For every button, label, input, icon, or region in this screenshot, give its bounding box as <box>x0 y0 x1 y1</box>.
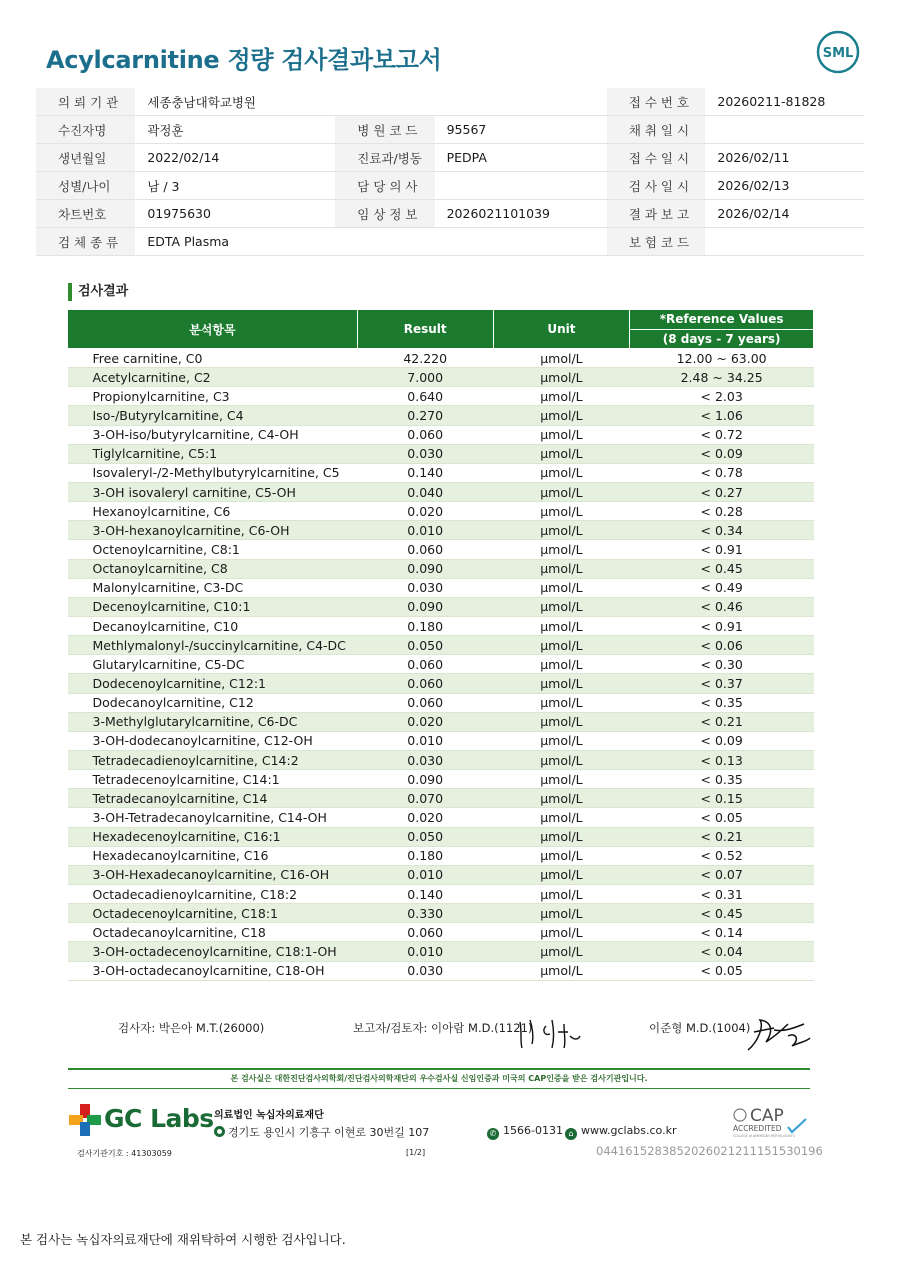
info-value: 01975630 <box>135 200 335 228</box>
reference-range: < 0.37 <box>630 674 814 693</box>
checkmark-icon <box>788 1119 806 1132</box>
result-unit: μmol/L <box>493 904 630 923</box>
results-table <box>67 309 814 981</box>
reference-range: < 0.05 <box>630 808 814 827</box>
result-row <box>68 444 814 463</box>
gc-labs-brand: GC Labs <box>104 1104 214 1133</box>
info-label: 결 과 보 고 <box>607 200 706 228</box>
info-value: 2026/02/14 <box>705 200 864 228</box>
info-label: 접 수 일 시 <box>607 144 706 172</box>
result-value: 42.220 <box>357 349 493 368</box>
result-value: 0.180 <box>357 846 493 865</box>
sml-logo-icon <box>816 30 860 74</box>
info-value: 2026021101039 <box>435 200 607 228</box>
result-unit: μmol/L <box>493 923 630 942</box>
reporter-signature-label: 보고자/검토자: 이아람 M.D.(1121) <box>353 1021 533 1035</box>
patient-info-table <box>36 88 864 256</box>
result-unit: μmol/L <box>493 693 630 712</box>
cap-seal-icon <box>734 1109 746 1121</box>
result-unit: μmol/L <box>493 808 630 827</box>
analyte-name: Dodecenoylcarnitine, C12:1 <box>68 674 358 693</box>
result-unit: μmol/L <box>493 425 630 444</box>
foundation-name: 의료법인 녹십자의료재단 <box>214 1110 324 1121</box>
info-value: 곽정훈 <box>135 116 335 144</box>
analyte-name: Tetradecenoylcarnitine, C14:1 <box>68 770 358 789</box>
analyte-name: Tetradecadienoylcarnitine, C14:2 <box>68 750 358 769</box>
website: ⌂ www.gclabs.co.kr <box>565 1124 677 1140</box>
header-analyte: 분석항목 <box>68 310 358 349</box>
info-label: 보 험 코 드 <box>607 228 706 256</box>
result-value: 0.030 <box>357 750 493 769</box>
reference-range: < 0.28 <box>630 502 814 521</box>
result-unit: μmol/L <box>493 712 630 731</box>
info-value: 남 / 3 <box>135 172 335 200</box>
page-number: [1/2] <box>406 1148 426 1157</box>
reference-range: < 0.49 <box>630 578 814 597</box>
reference-range: 12.00 ~ 63.00 <box>630 349 814 368</box>
info-value: 2026/02/13 <box>705 172 864 200</box>
result-value: 0.270 <box>357 406 493 425</box>
svg-text:CAP: CAP <box>750 1106 784 1126</box>
result-unit: μmol/L <box>493 865 630 884</box>
result-unit: μmol/L <box>493 961 630 980</box>
result-value: 0.140 <box>357 463 493 482</box>
phone-icon: ✆ <box>487 1128 499 1140</box>
result-unit: μmol/L <box>493 406 630 425</box>
analyte-name: Octadecenoylcarnitine, C18:1 <box>68 904 358 923</box>
result-unit: μmol/L <box>493 387 630 406</box>
result-unit: μmol/L <box>493 942 630 961</box>
result-row <box>68 693 814 712</box>
result-value: 0.640 <box>357 387 493 406</box>
header-unit: Unit <box>493 310 630 349</box>
result-row <box>68 846 814 865</box>
reference-range: < 0.35 <box>630 693 814 712</box>
analyte-name: Decanoylcarnitine, C10 <box>68 616 358 635</box>
result-value: 0.060 <box>357 540 493 559</box>
result-row <box>68 463 814 482</box>
result-row <box>68 770 814 789</box>
info-label: 임 상 정 보 <box>335 200 434 228</box>
analyte-name: Octadecanoylcarnitine, C18 <box>68 923 358 942</box>
location-pin-icon <box>214 1126 225 1137</box>
reference-range: < 0.21 <box>630 712 814 731</box>
analyte-name: Octenoylcarnitine, C8:1 <box>68 540 358 559</box>
reference-range: < 0.07 <box>630 865 814 884</box>
reference-range: < 0.06 <box>630 636 814 655</box>
result-unit: μmol/L <box>493 521 630 540</box>
result-row <box>68 502 814 521</box>
reference-range: < 0.04 <box>630 942 814 961</box>
reference-range: < 0.21 <box>630 827 814 846</box>
footer-divider-top <box>68 1068 810 1070</box>
info-value: 세종충남대학교병원 <box>135 88 335 116</box>
info-value <box>705 228 864 256</box>
analyte-name: Hexanoylcarnitine, C6 <box>68 502 358 521</box>
result-row <box>68 923 814 942</box>
director-handwritten-signature <box>744 1012 814 1056</box>
result-unit: μmol/L <box>493 655 630 674</box>
info-label: 의 뢰 기 관 <box>36 88 135 116</box>
outsource-note: 본 검사는 녹십자의료재단에 재위탁하여 시행한 검사입니다. <box>20 1232 346 1247</box>
address: 경기도 용인시 기흥구 이현로 30번길 107 <box>214 1124 429 1140</box>
result-unit: μmol/L <box>493 636 630 655</box>
result-row <box>68 712 814 731</box>
info-label: 수진자명 <box>36 116 135 144</box>
reference-range: < 0.91 <box>630 540 814 559</box>
info-value: 20260211-81828 <box>705 88 864 116</box>
info-value: 95567 <box>435 116 607 144</box>
result-value: 0.050 <box>357 827 493 846</box>
result-value: 0.180 <box>357 616 493 635</box>
result-unit: μmol/L <box>493 482 630 501</box>
director-signature-label: 이준형 M.D.(1004) <box>649 1021 751 1035</box>
analyte-name: Free carnitine, C0 <box>68 349 358 368</box>
reference-range: < 0.46 <box>630 597 814 616</box>
analyte-name: Decenoylcarnitine, C10:1 <box>68 597 358 616</box>
info-value: 2026/02/11 <box>705 144 864 172</box>
home-icon: ⌂ <box>565 1128 577 1140</box>
result-value: 0.060 <box>357 655 493 674</box>
analyte-name: Propionylcarnitine, C3 <box>68 387 358 406</box>
result-unit: μmol/L <box>493 827 630 846</box>
certification-note: 본 검사실은 대한진단검사의학회/진단검사의학재단의 우수검사실 신임인증과 미국의 CAP인증을 받은 검사기관입니다. <box>230 1074 648 1083</box>
analyte-name: Malonylcarnitine, C3-DC <box>68 578 358 597</box>
info-value <box>435 172 607 200</box>
reference-range: 2.48 ~ 34.25 <box>630 368 814 387</box>
result-value: 7.000 <box>357 368 493 387</box>
result-value: 0.030 <box>357 444 493 463</box>
reference-range: < 0.78 <box>630 463 814 482</box>
reference-range: < 0.35 <box>630 770 814 789</box>
svg-text:COLLEGE of AMERICAN PATHOLOGIS: COLLEGE of AMERICAN PATHOLOGISTS <box>733 1134 795 1138</box>
reference-range: < 0.09 <box>630 444 814 463</box>
analyte-name: 3-OH isovaleryl carnitine, C5-OH <box>68 482 358 501</box>
analyte-name: Octadecadienoylcarnitine, C18:2 <box>68 884 358 903</box>
result-unit: μmol/L <box>493 731 630 750</box>
analyte-name: 3-Methylglutarylcarnitine, C6-DC <box>68 712 358 731</box>
result-row <box>68 387 814 406</box>
analyte-name: Isovaleryl-/2-Methylbutyrylcarnitine, C5 <box>68 463 358 482</box>
result-row <box>68 750 814 769</box>
info-label: 성별/나이 <box>36 172 135 200</box>
info-label: 채 취 일 시 <box>607 116 706 144</box>
reference-range: < 0.14 <box>630 923 814 942</box>
analyte-name: Dodecanoylcarnitine, C12 <box>68 693 358 712</box>
result-unit: μmol/L <box>493 349 630 368</box>
cap-accredited-logo <box>730 1103 812 1139</box>
analyte-name: Methlymalonyl-/succinylcarnitine, C4-DC <box>68 636 358 655</box>
result-row <box>68 884 814 903</box>
patient-info-row <box>36 200 864 228</box>
reference-range: < 2.03 <box>630 387 814 406</box>
result-row <box>68 482 814 501</box>
info-label: 담 당 의 사 <box>335 172 434 200</box>
analyte-name: 3-OH-hexanoylcarnitine, C6-OH <box>68 521 358 540</box>
phone-number: ✆ 1566-0131 <box>487 1124 563 1140</box>
analyte-name: Octanoylcarnitine, C8 <box>68 559 358 578</box>
tester-signature-label: 검사자: 박은아 M.T.(26000) <box>118 1021 265 1035</box>
analyte-name: Tiglylcarnitine, C5:1 <box>68 444 358 463</box>
info-label <box>335 88 434 116</box>
result-row <box>68 559 814 578</box>
reference-range: < 0.09 <box>630 731 814 750</box>
analyte-name: Tetradecanoylcarnitine, C14 <box>68 789 358 808</box>
header-reference-range: (8 days - 7 years) <box>630 329 814 349</box>
result-value: 0.060 <box>357 674 493 693</box>
result-row <box>68 368 814 387</box>
analyte-name: Glutarylcarnitine, C5-DC <box>68 655 358 674</box>
analyte-name: 3-OH-dodecanoylcarnitine, C12-OH <box>68 731 358 750</box>
reference-range: < 0.27 <box>630 482 814 501</box>
info-value: 2022/02/14 <box>135 144 335 172</box>
reference-range: < 1.06 <box>630 406 814 425</box>
result-value: 0.040 <box>357 482 493 501</box>
result-row <box>68 425 814 444</box>
result-unit: μmol/L <box>493 750 630 769</box>
result-value: 0.020 <box>357 712 493 731</box>
result-row <box>68 865 814 884</box>
patient-info-row <box>36 116 864 144</box>
result-unit: μmol/L <box>493 846 630 865</box>
result-unit: μmol/L <box>493 770 630 789</box>
result-row <box>68 808 814 827</box>
reference-range: < 0.31 <box>630 884 814 903</box>
patient-info-row <box>36 172 864 200</box>
analyte-name: 3-OH-iso/butyrylcarnitine, C4-OH <box>68 425 358 444</box>
reporter-handwritten-signature <box>512 1014 582 1054</box>
analyte-name: 3-OH-octadecenoylcarnitine, C18:1-OH <box>68 942 358 961</box>
result-value: 0.090 <box>357 597 493 616</box>
result-row <box>68 521 814 540</box>
result-value: 0.070 <box>357 789 493 808</box>
reference-range: < 0.05 <box>630 961 814 980</box>
result-value: 0.090 <box>357 559 493 578</box>
info-label <box>335 228 434 256</box>
analyte-name: 3-OH-Hexadecanoylcarnitine, C16-OH <box>68 865 358 884</box>
result-value: 0.060 <box>357 425 493 444</box>
result-unit: μmol/L <box>493 502 630 521</box>
info-label: 진료과/병동 <box>335 144 434 172</box>
info-value <box>705 116 864 144</box>
reference-range: < 0.45 <box>630 904 814 923</box>
result-row <box>68 616 814 635</box>
result-row <box>68 655 814 674</box>
result-value: 0.010 <box>357 942 493 961</box>
info-value <box>435 228 607 256</box>
analyte-name: Iso-/Butyrylcarnitine, C4 <box>68 406 358 425</box>
barcode-number: 04416152838520260212111515301​96 <box>596 1144 823 1158</box>
result-row <box>68 406 814 425</box>
institution-code: 검사기관기호 : 41303059 <box>77 1149 172 1158</box>
gc-cross-logo-icon <box>68 1103 102 1137</box>
result-value: 0.050 <box>357 636 493 655</box>
result-unit: μmol/L <box>493 368 630 387</box>
result-unit: μmol/L <box>493 674 630 693</box>
result-unit: μmol/L <box>493 559 630 578</box>
info-value: EDTA Plasma <box>135 228 335 256</box>
result-value: 0.010 <box>357 865 493 884</box>
analyte-name: 3-OH-Tetradecanoylcarnitine, C14-OH <box>68 808 358 827</box>
result-unit: μmol/L <box>493 463 630 482</box>
result-value: 0.330 <box>357 904 493 923</box>
result-value: 0.010 <box>357 521 493 540</box>
svg-text:ACCREDITED: ACCREDITED <box>733 1124 782 1133</box>
reference-range: < 0.30 <box>630 655 814 674</box>
result-value: 0.030 <box>357 961 493 980</box>
reference-range: < 0.34 <box>630 521 814 540</box>
result-unit: μmol/L <box>493 540 630 559</box>
result-value: 0.010 <box>357 731 493 750</box>
result-row <box>68 904 814 923</box>
report-title: Acylcarnitine 정량 검사결과보고서 <box>46 46 442 74</box>
reference-range: < 0.52 <box>630 846 814 865</box>
reference-range: < 0.72 <box>630 425 814 444</box>
reference-range: < 0.45 <box>630 559 814 578</box>
result-value: 0.020 <box>357 808 493 827</box>
result-unit: μmol/L <box>493 884 630 903</box>
info-value <box>435 88 607 116</box>
reference-range: < 0.15 <box>630 789 814 808</box>
info-label: 검 체 종 류 <box>36 228 135 256</box>
reference-range: < 0.13 <box>630 750 814 769</box>
info-label: 병 원 코 드 <box>335 116 434 144</box>
result-row <box>68 789 814 808</box>
result-row <box>68 731 814 750</box>
result-value: 0.140 <box>357 884 493 903</box>
analyte-name: Hexadecanoylcarnitine, C16 <box>68 846 358 865</box>
patient-info-row <box>36 144 864 172</box>
result-value: 0.060 <box>357 923 493 942</box>
result-unit: μmol/L <box>493 578 630 597</box>
result-value: 0.030 <box>357 578 493 597</box>
result-row <box>68 578 814 597</box>
result-row <box>68 827 814 846</box>
result-row <box>68 540 814 559</box>
result-unit: μmol/L <box>493 789 630 808</box>
analyte-name: Acetylcarnitine, C2 <box>68 368 358 387</box>
result-unit: μmol/L <box>493 597 630 616</box>
info-label: 차트번호 <box>36 200 135 228</box>
info-label: 접 수 번 호 <box>607 88 706 116</box>
result-value: 0.060 <box>357 693 493 712</box>
footer-divider-bottom <box>68 1088 810 1089</box>
header-result: Result <box>357 310 493 349</box>
header-reference: *Reference Values <box>630 310 814 330</box>
result-unit: μmol/L <box>493 444 630 463</box>
result-row <box>68 597 814 616</box>
result-row <box>68 349 814 368</box>
section-title: 검사결과 <box>68 283 128 301</box>
svg-text:SML: SML <box>822 46 854 61</box>
patient-info-row <box>36 88 864 116</box>
analyte-name: Hexadecenoylcarnitine, C16:1 <box>68 827 358 846</box>
info-value: PEDPA <box>435 144 607 172</box>
reference-range: < 0.91 <box>630 616 814 635</box>
analyte-name: 3-OH-octadecanoylcarnitine, C18-OH <box>68 961 358 980</box>
result-row <box>68 942 814 961</box>
patient-info-row <box>36 228 864 256</box>
result-value: 0.020 <box>357 502 493 521</box>
result-value: 0.090 <box>357 770 493 789</box>
info-label: 생년월일 <box>36 144 135 172</box>
result-row <box>68 961 814 980</box>
result-row <box>68 674 814 693</box>
result-row <box>68 636 814 655</box>
info-label: 검 사 일 시 <box>607 172 706 200</box>
result-unit: μmol/L <box>493 616 630 635</box>
